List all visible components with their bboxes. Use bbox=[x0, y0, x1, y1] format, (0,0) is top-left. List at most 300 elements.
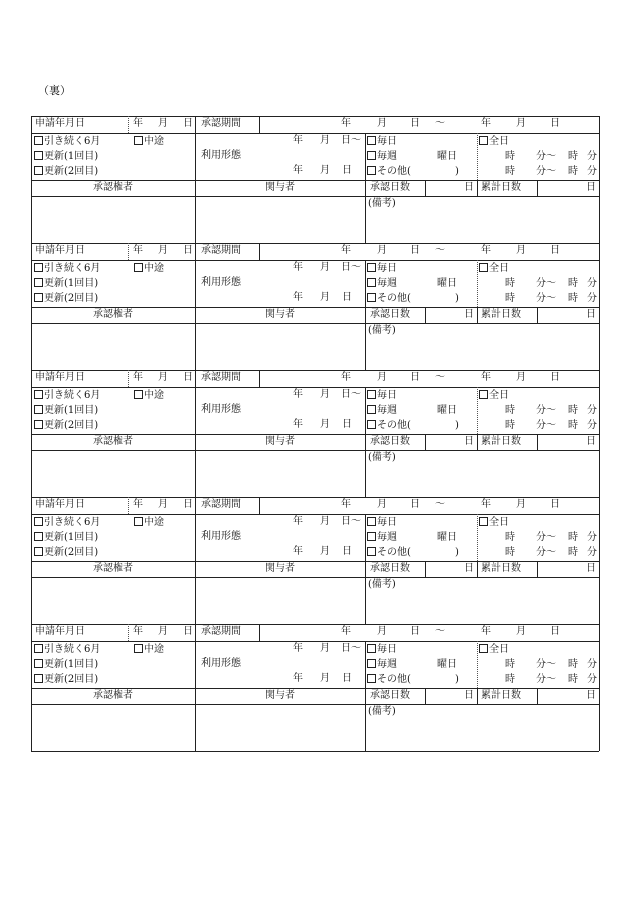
continue-6m-checkbox[interactable] bbox=[34, 644, 43, 653]
month-unit: 月 bbox=[158, 626, 168, 637]
continue-6m-label: 引き続く6月 bbox=[44, 136, 101, 147]
period-end-year-unit: 年 bbox=[481, 118, 491, 129]
weekday-unit: 曜日 bbox=[437, 405, 457, 416]
time-start-minute-tilde: 分〜 bbox=[536, 547, 556, 558]
midway-label: 中途 bbox=[144, 263, 164, 274]
remarks-label: (備考) bbox=[368, 198, 396, 209]
usage-form-label: 利用形態 bbox=[201, 531, 241, 542]
time-end-hour-unit: 時 bbox=[568, 166, 578, 177]
cumulative-days-unit: 日 bbox=[586, 182, 596, 193]
time-row-all-day bbox=[479, 388, 597, 403]
option-row-continue bbox=[34, 261, 194, 276]
year-unit: 年 bbox=[133, 499, 143, 510]
approved-days-label: 承認日数 bbox=[370, 182, 410, 193]
period-end-month-unit: 月 bbox=[516, 372, 526, 383]
time-end-minute-unit: 分 bbox=[587, 151, 597, 162]
renew-2-label: 更新(2回目) bbox=[44, 293, 99, 304]
daily-checkbox[interactable] bbox=[367, 644, 376, 653]
month-unit: 月 bbox=[158, 499, 168, 510]
approval-record-block bbox=[31, 116, 599, 243]
all-day-checkbox[interactable] bbox=[479, 517, 488, 526]
option-row-renew-1 bbox=[34, 657, 194, 672]
year-unit: 年 bbox=[133, 118, 143, 129]
other-checkbox[interactable] bbox=[367, 166, 376, 175]
time-row-1 bbox=[479, 657, 597, 672]
time-end-hour-unit: 時 bbox=[568, 420, 578, 431]
renew-1-checkbox[interactable] bbox=[34, 532, 43, 541]
freq-row-weekly bbox=[367, 657, 475, 672]
usage-end-year-unit: 年 bbox=[293, 292, 303, 303]
time-end-minute-unit: 分 bbox=[587, 166, 597, 177]
option-row-renew-2 bbox=[34, 545, 194, 560]
option-row-continue bbox=[34, 134, 194, 149]
usage-form-label: 利用形態 bbox=[201, 277, 241, 288]
period-end-day-unit: 日 bbox=[550, 372, 560, 383]
midway-label: 中途 bbox=[144, 517, 164, 528]
time-end-minute-unit: 分 bbox=[587, 547, 597, 558]
time-end-hour-unit: 時 bbox=[568, 659, 578, 670]
renew-1-checkbox[interactable] bbox=[34, 151, 43, 160]
time-row-2 bbox=[479, 291, 597, 306]
approved-days-label: 承認日数 bbox=[370, 690, 410, 701]
option-row-renew-1 bbox=[34, 403, 194, 418]
time-start-hour-unit: 時 bbox=[505, 547, 515, 558]
remarks-label: (備考) bbox=[368, 579, 396, 590]
all-day-label: 全日 bbox=[489, 263, 509, 274]
time-end-hour-unit: 時 bbox=[568, 293, 578, 304]
approved-days-label: 承認日数 bbox=[370, 563, 410, 574]
other-close-paren: ) bbox=[455, 674, 459, 685]
approval-record-block bbox=[31, 497, 599, 624]
period-start-year-unit: 年 bbox=[341, 372, 351, 383]
month-unit: 月 bbox=[158, 245, 168, 256]
daily-label: 毎日 bbox=[377, 136, 397, 147]
freq-row-other bbox=[367, 418, 475, 433]
application-date-label: 申請年月日 bbox=[35, 626, 85, 637]
freq-row-daily bbox=[367, 515, 475, 530]
usage-start-day-tilde: 日〜 bbox=[341, 262, 361, 273]
time-row-2 bbox=[479, 418, 597, 433]
time-start-minute-tilde: 分〜 bbox=[536, 532, 556, 543]
continue-6m-checkbox[interactable] bbox=[34, 390, 43, 399]
application-date-label: 申請年月日 bbox=[35, 372, 85, 383]
daily-label: 毎日 bbox=[377, 263, 397, 274]
freq-row-weekly bbox=[367, 276, 475, 291]
remarks-label: (備考) bbox=[368, 325, 396, 336]
period-end-day-unit: 日 bbox=[550, 626, 560, 637]
usage-form-label: 利用形態 bbox=[201, 150, 241, 161]
approved-days-label: 承認日数 bbox=[370, 436, 410, 447]
continue-6m-checkbox[interactable] bbox=[34, 263, 43, 272]
renew-2-label: 更新(2回目) bbox=[44, 166, 99, 177]
renew-2-checkbox[interactable] bbox=[34, 674, 43, 683]
all-day-label: 全日 bbox=[489, 517, 509, 528]
usage-start-month-unit: 月 bbox=[320, 262, 330, 273]
usage-start-day-tilde: 日〜 bbox=[341, 389, 361, 400]
related-signature-area[interactable] bbox=[196, 324, 364, 369]
approver-signature-area[interactable] bbox=[32, 451, 194, 496]
renew-2-checkbox[interactable] bbox=[34, 293, 43, 302]
renew-2-label: 更新(2回目) bbox=[44, 547, 99, 558]
period-start-month-unit: 月 bbox=[377, 118, 387, 129]
time-row-2 bbox=[479, 164, 597, 179]
time-start-minute-tilde: 分〜 bbox=[536, 405, 556, 416]
other-checkbox[interactable] bbox=[367, 674, 376, 683]
cumulative-days-unit: 日 bbox=[586, 563, 596, 574]
renew-1-label: 更新(1回目) bbox=[44, 659, 99, 670]
option-row-continue bbox=[34, 642, 194, 657]
remarks-area[interactable] bbox=[368, 324, 598, 369]
related-signature-area[interactable] bbox=[196, 578, 364, 623]
all-day-label: 全日 bbox=[489, 644, 509, 655]
cumulative-days-unit: 日 bbox=[586, 690, 596, 701]
period-start-day-unit: 日 bbox=[410, 118, 420, 129]
midway-checkbox[interactable] bbox=[134, 263, 143, 272]
freq-row-weekly bbox=[367, 530, 475, 545]
time-start-hour-unit: 時 bbox=[505, 278, 515, 289]
option-row-continue bbox=[34, 388, 194, 403]
period-start-month-unit: 月 bbox=[377, 499, 387, 510]
period-start-month-unit: 月 bbox=[377, 245, 387, 256]
freq-row-other bbox=[367, 545, 475, 560]
freq-row-daily bbox=[367, 261, 475, 276]
other-label: その他( bbox=[377, 674, 411, 685]
cumulative-days-label: 累計日数 bbox=[481, 690, 521, 701]
cumulative-days-unit: 日 bbox=[586, 436, 596, 447]
remarks-area[interactable] bbox=[368, 197, 598, 242]
time-row-1 bbox=[479, 149, 597, 164]
time-row-1 bbox=[479, 530, 597, 545]
option-row-continue bbox=[34, 515, 194, 530]
usage-start-month-unit: 月 bbox=[320, 516, 330, 527]
related-label: 関与者 bbox=[265, 309, 295, 320]
period-start-day-unit: 日 bbox=[410, 245, 420, 256]
time-end-minute-unit: 分 bbox=[587, 532, 597, 543]
time-start-minute-tilde: 分〜 bbox=[536, 420, 556, 431]
usage-end-month-unit: 月 bbox=[320, 673, 330, 684]
daily-checkbox[interactable] bbox=[367, 136, 376, 145]
period-end-day-unit: 日 bbox=[550, 118, 560, 129]
other-close-paren: ) bbox=[455, 166, 459, 177]
option-row-renew-1 bbox=[34, 149, 194, 164]
approved-days-unit: 日 bbox=[464, 563, 474, 574]
period-start-year-unit: 年 bbox=[341, 499, 351, 510]
time-end-hour-unit: 時 bbox=[568, 547, 578, 558]
approver-label: 承認権者 bbox=[93, 436, 133, 447]
time-end-minute-unit: 分 bbox=[587, 674, 597, 685]
year-unit: 年 bbox=[133, 372, 143, 383]
usage-end-day-unit: 日 bbox=[342, 673, 352, 684]
weekly-label: 毎週 bbox=[377, 151, 397, 162]
period-tilde: 〜 bbox=[435, 626, 445, 637]
usage-start-month-unit: 月 bbox=[320, 389, 330, 400]
continue-6m-checkbox[interactable] bbox=[34, 517, 43, 526]
application-date-label: 申請年月日 bbox=[35, 245, 85, 256]
approver-signature-area[interactable] bbox=[32, 197, 194, 242]
usage-end-month-unit: 月 bbox=[320, 165, 330, 176]
approval-period-label: 承認期間 bbox=[201, 118, 241, 129]
month-unit: 月 bbox=[158, 118, 168, 129]
time-start-minute-tilde: 分〜 bbox=[536, 293, 556, 304]
related-label: 関与者 bbox=[265, 690, 295, 701]
midway-label: 中途 bbox=[144, 136, 164, 147]
freq-row-weekly bbox=[367, 403, 475, 418]
period-end-year-unit: 年 bbox=[481, 626, 491, 637]
approval-record-block bbox=[31, 243, 599, 370]
approved-days-unit: 日 bbox=[464, 436, 474, 447]
period-end-year-unit: 年 bbox=[481, 372, 491, 383]
period-start-year-unit: 年 bbox=[341, 245, 351, 256]
all-day-checkbox[interactable] bbox=[479, 644, 488, 653]
time-start-minute-tilde: 分〜 bbox=[536, 278, 556, 289]
usage-start-month-unit: 月 bbox=[320, 135, 330, 146]
time-row-all-day bbox=[479, 134, 597, 149]
other-label: その他( bbox=[377, 420, 411, 431]
continue-6m-checkbox[interactable] bbox=[34, 136, 43, 145]
approver-signature-area[interactable] bbox=[32, 578, 194, 623]
application-date-label: 申請年月日 bbox=[35, 499, 85, 510]
weekday-unit: 曜日 bbox=[437, 278, 457, 289]
time-row-1 bbox=[479, 276, 597, 291]
renew-1-checkbox[interactable] bbox=[34, 405, 43, 414]
usage-start-day-tilde: 日〜 bbox=[341, 516, 361, 527]
usage-start-month-unit: 月 bbox=[320, 643, 330, 654]
time-end-hour-unit: 時 bbox=[568, 278, 578, 289]
renew-1-checkbox[interactable] bbox=[34, 278, 43, 287]
approval-records bbox=[31, 116, 599, 751]
all-day-checkbox[interactable] bbox=[479, 263, 488, 272]
midway-checkbox[interactable] bbox=[134, 644, 143, 653]
cumulative-days-label: 累計日数 bbox=[481, 436, 521, 447]
approver-signature-area[interactable] bbox=[32, 324, 194, 369]
daily-checkbox[interactable] bbox=[367, 517, 376, 526]
daily-checkbox[interactable] bbox=[367, 390, 376, 399]
renew-1-checkbox[interactable] bbox=[34, 659, 43, 668]
all-day-label: 全日 bbox=[489, 136, 509, 147]
time-start-minute-tilde: 分〜 bbox=[536, 151, 556, 162]
related-label: 関与者 bbox=[265, 436, 295, 447]
usage-end-day-unit: 日 bbox=[342, 165, 352, 176]
usage-end-year-unit: 年 bbox=[293, 419, 303, 430]
midway-label: 中途 bbox=[144, 390, 164, 401]
other-checkbox[interactable] bbox=[367, 293, 376, 302]
time-row-all-day bbox=[479, 261, 597, 276]
approval-period-label: 承認期間 bbox=[201, 499, 241, 510]
renew-1-label: 更新(1回目) bbox=[44, 532, 99, 543]
option-row-renew-2 bbox=[34, 418, 194, 433]
approved-days-unit: 日 bbox=[464, 309, 474, 320]
time-start-hour-unit: 時 bbox=[505, 674, 515, 685]
usage-form-label: 利用形態 bbox=[201, 404, 241, 415]
usage-end-month-unit: 月 bbox=[320, 419, 330, 430]
approver-label: 承認権者 bbox=[93, 690, 133, 701]
usage-end-month-unit: 月 bbox=[320, 292, 330, 303]
usage-start-day-tilde: 日〜 bbox=[341, 643, 361, 654]
other-label: その他( bbox=[377, 293, 411, 304]
time-start-hour-unit: 時 bbox=[505, 420, 515, 431]
cumulative-days-label: 累計日数 bbox=[481, 563, 521, 574]
midway-checkbox[interactable] bbox=[134, 136, 143, 145]
approver-signature-area[interactable] bbox=[32, 705, 194, 750]
related-label: 関与者 bbox=[265, 182, 295, 193]
midway-checkbox[interactable] bbox=[134, 390, 143, 399]
period-end-month-unit: 月 bbox=[516, 245, 526, 256]
weekly-checkbox[interactable] bbox=[367, 532, 376, 541]
option-row-renew-1 bbox=[34, 276, 194, 291]
option-row-renew-2 bbox=[34, 164, 194, 179]
renew-1-label: 更新(1回目) bbox=[44, 405, 99, 416]
weekly-label: 毎週 bbox=[377, 405, 397, 416]
usage-start-year-unit: 年 bbox=[293, 389, 303, 400]
usage-end-year-unit: 年 bbox=[293, 165, 303, 176]
usage-end-month-unit: 月 bbox=[320, 546, 330, 557]
usage-end-year-unit: 年 bbox=[293, 673, 303, 684]
related-signature-area[interactable] bbox=[196, 705, 364, 750]
continue-6m-label: 引き続く6月 bbox=[44, 390, 101, 401]
time-end-hour-unit: 時 bbox=[568, 674, 578, 685]
time-start-minute-tilde: 分〜 bbox=[536, 674, 556, 685]
cumulative-days-unit: 日 bbox=[586, 309, 596, 320]
remarks-area[interactable] bbox=[368, 451, 598, 496]
time-start-hour-unit: 時 bbox=[505, 405, 515, 416]
day-unit: 日 bbox=[183, 626, 193, 637]
approver-label: 承認権者 bbox=[93, 563, 133, 574]
freq-row-other bbox=[367, 672, 475, 687]
approver-label: 承認権者 bbox=[93, 182, 133, 193]
period-tilde: 〜 bbox=[435, 118, 445, 129]
option-row-renew-2 bbox=[34, 291, 194, 306]
period-end-day-unit: 日 bbox=[550, 499, 560, 510]
usage-start-year-unit: 年 bbox=[293, 135, 303, 146]
usage-end-day-unit: 日 bbox=[342, 419, 352, 430]
approval-record-block bbox=[31, 370, 599, 497]
time-end-minute-unit: 分 bbox=[587, 405, 597, 416]
time-row-all-day bbox=[479, 515, 597, 530]
usage-end-day-unit: 日 bbox=[342, 292, 352, 303]
renew-2-checkbox[interactable] bbox=[34, 166, 43, 175]
period-end-year-unit: 年 bbox=[481, 499, 491, 510]
time-start-hour-unit: 時 bbox=[505, 659, 515, 670]
month-unit: 月 bbox=[158, 372, 168, 383]
weekly-label: 毎週 bbox=[377, 532, 397, 543]
continue-6m-label: 引き続く6月 bbox=[44, 644, 101, 655]
period-start-day-unit: 日 bbox=[410, 499, 420, 510]
usage-start-year-unit: 年 bbox=[293, 262, 303, 273]
approval-period-label: 承認期間 bbox=[201, 626, 241, 637]
time-start-hour-unit: 時 bbox=[505, 151, 515, 162]
weekly-checkbox[interactable] bbox=[367, 659, 376, 668]
time-end-minute-unit: 分 bbox=[587, 278, 597, 289]
weekday-unit: 曜日 bbox=[437, 659, 457, 670]
all-day-checkbox[interactable] bbox=[479, 390, 488, 399]
daily-checkbox[interactable] bbox=[367, 263, 376, 272]
period-start-month-unit: 月 bbox=[377, 372, 387, 383]
freq-row-other bbox=[367, 164, 475, 179]
period-start-month-unit: 月 bbox=[377, 626, 387, 637]
time-start-hour-unit: 時 bbox=[505, 166, 515, 177]
midway-label: 中途 bbox=[144, 644, 164, 655]
time-end-hour-unit: 時 bbox=[568, 405, 578, 416]
other-checkbox[interactable] bbox=[367, 547, 376, 556]
approval-record-block bbox=[31, 624, 599, 751]
usage-end-year-unit: 年 bbox=[293, 546, 303, 557]
period-end-day-unit: 日 bbox=[550, 245, 560, 256]
other-checkbox[interactable] bbox=[367, 420, 376, 429]
remarks-label: (備考) bbox=[368, 452, 396, 463]
period-start-day-unit: 日 bbox=[410, 626, 420, 637]
weekly-checkbox[interactable] bbox=[367, 278, 376, 287]
day-unit: 日 bbox=[183, 245, 193, 256]
time-row-all-day bbox=[479, 642, 597, 657]
daily-label: 毎日 bbox=[377, 390, 397, 401]
period-end-month-unit: 月 bbox=[516, 499, 526, 510]
option-row-renew-1 bbox=[34, 530, 194, 545]
midway-checkbox[interactable] bbox=[134, 517, 143, 526]
period-tilde: 〜 bbox=[435, 499, 445, 510]
daily-label: 毎日 bbox=[377, 644, 397, 655]
related-label: 関与者 bbox=[265, 563, 295, 574]
period-tilde: 〜 bbox=[435, 372, 445, 383]
weekly-label: 毎週 bbox=[377, 659, 397, 670]
freq-row-daily bbox=[367, 134, 475, 149]
renew-1-label: 更新(1回目) bbox=[44, 151, 99, 162]
period-start-year-unit: 年 bbox=[341, 626, 351, 637]
continue-6m-label: 引き続く6月 bbox=[44, 517, 101, 528]
weekly-checkbox[interactable] bbox=[367, 151, 376, 160]
time-start-hour-unit: 時 bbox=[505, 293, 515, 304]
other-close-paren: ) bbox=[455, 420, 459, 431]
related-signature-area[interactable] bbox=[196, 197, 364, 242]
renew-1-label: 更新(1回目) bbox=[44, 278, 99, 289]
time-row-1 bbox=[479, 403, 597, 418]
freq-row-weekly bbox=[367, 149, 475, 164]
time-start-minute-tilde: 分〜 bbox=[536, 166, 556, 177]
approver-label: 承認権者 bbox=[93, 309, 133, 320]
all-day-checkbox[interactable] bbox=[479, 136, 488, 145]
other-close-paren: ) bbox=[455, 547, 459, 558]
application-date-label: 申請年月日 bbox=[35, 118, 85, 129]
year-unit: 年 bbox=[133, 245, 143, 256]
weekly-checkbox[interactable] bbox=[367, 405, 376, 414]
period-end-month-unit: 月 bbox=[516, 626, 526, 637]
freq-row-daily bbox=[367, 388, 475, 403]
period-start-year-unit: 年 bbox=[341, 118, 351, 129]
remarks-label: (備考) bbox=[368, 706, 396, 717]
time-end-minute-unit: 分 bbox=[587, 293, 597, 304]
remarks-area[interactable] bbox=[368, 578, 598, 623]
usage-start-year-unit: 年 bbox=[293, 516, 303, 527]
remarks-area[interactable] bbox=[368, 705, 598, 750]
time-start-hour-unit: 時 bbox=[505, 532, 515, 543]
related-signature-area[interactable] bbox=[196, 451, 364, 496]
renew-2-checkbox[interactable] bbox=[34, 547, 43, 556]
renew-2-label: 更新(2回目) bbox=[44, 674, 99, 685]
period-end-year-unit: 年 bbox=[481, 245, 491, 256]
approved-days-unit: 日 bbox=[464, 182, 474, 193]
approved-days-label: 承認日数 bbox=[370, 309, 410, 320]
approval-period-label: 承認期間 bbox=[201, 372, 241, 383]
time-end-minute-unit: 分 bbox=[587, 659, 597, 670]
period-end-month-unit: 月 bbox=[516, 118, 526, 129]
usage-start-year-unit: 年 bbox=[293, 643, 303, 654]
time-end-minute-unit: 分 bbox=[587, 420, 597, 431]
time-end-hour-unit: 時 bbox=[568, 532, 578, 543]
day-unit: 日 bbox=[183, 499, 193, 510]
approval-period-label: 承認期間 bbox=[201, 245, 241, 256]
approved-days-unit: 日 bbox=[464, 690, 474, 701]
other-label: その他( bbox=[377, 547, 411, 558]
renew-2-checkbox[interactable] bbox=[34, 420, 43, 429]
